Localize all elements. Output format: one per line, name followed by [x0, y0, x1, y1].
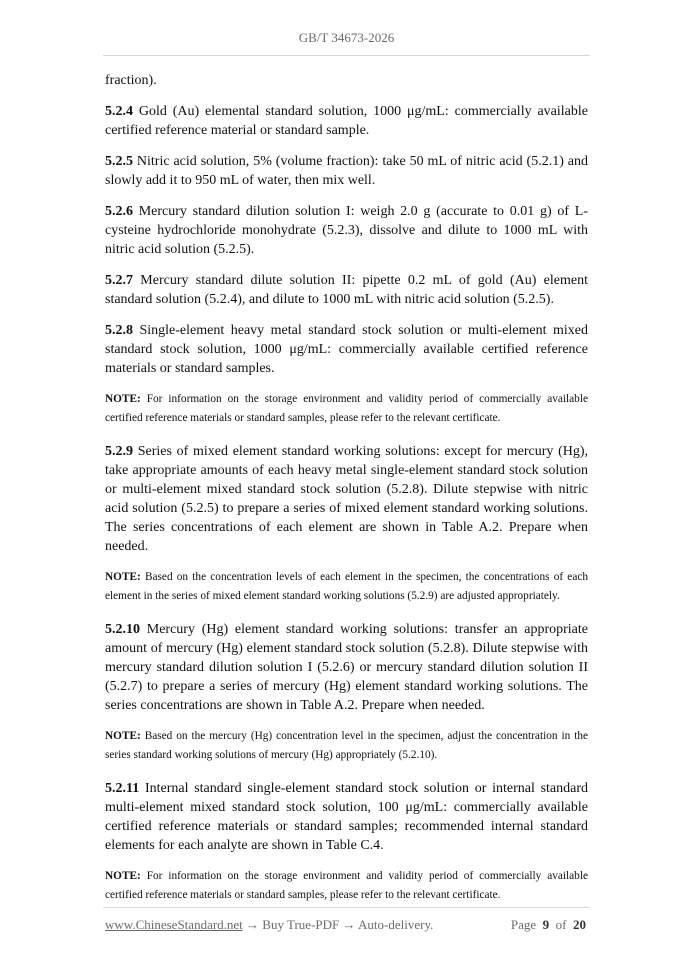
auto-delivery-text: Auto-delivery. [358, 917, 434, 932]
clause-text: Internal standard single-element standard stock solution or internal standard multi-element mixed standard stock solution, 100 μg/mL: commercially available certified reference materials or standard samples; recommended internal standard elements for each analyte are shown in Table C.4. [105, 781, 588, 853]
clause-text: Gold (Au) elemental standard solution, 1000 μg/mL: commercially available certified reference material or standard sample. [105, 104, 588, 138]
clause-number: 5.2.8 [105, 323, 133, 338]
clause-5-2-4 [105, 102, 588, 140]
note-text: For information on the storage environment and validity period of commercially available certified reference materials or standard samples, please refer to the relevant certificate. [105, 393, 588, 424]
clause-5-2-6 [105, 202, 588, 259]
of-label: of [555, 917, 567, 932]
arrow-icon: → [339, 917, 359, 932]
clause-text: Nitric acid solution, 5% (volume fraction): take 50 mL of nitric acid (5.2.1) and slowly add it to 950 mL of water, then mix well. [105, 154, 588, 188]
note-label: NOTE: [105, 393, 141, 405]
note-text: Based on the mercury (Hg) concentration level in the specimen, adjust the concentration in the series standard working solutions of mercury (Hg) appropriately (5.2.10). [105, 730, 588, 761]
arrow-icon: → [242, 917, 263, 932]
header-divider [103, 55, 590, 56]
page-number [511, 917, 586, 933]
note-label: NOTE: [105, 730, 141, 742]
clause-number: 5.2.10 [105, 622, 140, 637]
clause-text: Mercury standard dilute solution II: pipette 0.2 mL of gold (Au) element standard solution (5.2.4), and dilute to 1000 mL with nitric acid solution (5.2.5). [105, 273, 588, 307]
clause-text: Mercury standard dilution solution I: weigh 2.0 g (accurate to 0.01 g) of L-cysteine hydrochloride monohydrate (5.2.3), dissolve and dilute to 1000 mL with nitric acid solution (5.2.5). [105, 204, 588, 257]
clause-5-2-5 [105, 152, 588, 190]
clause-5-2-9 [105, 442, 588, 556]
header-standard-code: GB/T 34673-2026 [298, 30, 395, 45]
clause-text: Single-element heavy metal standard stock solution or multi-element mixed standard stock solution, 1000 μg/mL: commercially available certified reference materials or standard samples. [105, 323, 588, 376]
note-3 [105, 727, 588, 765]
clause-5-2-8 [105, 321, 588, 378]
note-label: NOTE: [105, 571, 141, 583]
clause-text: Mercury (Hg) element standard working solutions: transfer an appropriate amount of mercury (Hg) element standard stock solution (5.2.8). Dilute stepwise with mercury standard dilution solution I (5.2.6) or mercury standard dilution solution II (5.2.7) to prepare a series of mercury (Hg) element standard working solutions. The series concentrations are shown in Table A.2. Prepare when needed. [105, 622, 588, 713]
note-1 [105, 390, 588, 428]
page-current: 9 [542, 917, 550, 932]
note-text: Based on the concentration levels of each element in the specimen, the concentrations of each element in the series of mixed element standard working solutions (5.2.9) are adjusted appropriately. [105, 571, 588, 602]
buy-pdf-text: Buy True-PDF [262, 917, 340, 932]
document-body [105, 71, 588, 919]
footer-divider [103, 907, 590, 908]
clause-5-2-11 [105, 779, 588, 855]
clause-number: 5.2.11 [105, 781, 140, 796]
page-label: Page [510, 917, 537, 932]
clause-number: 5.2.4 [105, 104, 133, 119]
page-total: 20 [573, 917, 586, 932]
clause-5-2-10 [105, 620, 588, 715]
note-2 [105, 568, 588, 606]
footer-links [105, 917, 433, 933]
note-text: For information on the storage environment and validity period of commercially available certified reference materials or standard samples, please refer to the relevant certificate. [105, 870, 588, 901]
continuation-text: fraction). [105, 73, 157, 88]
clause-5-2-7 [105, 271, 588, 309]
clause-number: 5.2.5 [105, 154, 133, 169]
note-4 [105, 867, 588, 905]
note-label: NOTE: [105, 870, 141, 882]
site-link[interactable]: www.ChineseStandard.net [105, 917, 243, 932]
clause-number: 5.2.7 [105, 273, 133, 288]
clause-number: 5.2.9 [105, 444, 133, 459]
clause-text: Series of mixed element standard working solutions: except for mercury (Hg), take appropriate amounts of each heavy metal single-element standard stock solution or multi-element mixed standard stock solution (5.2.8). Dilute stepwise with nitric acid solution (5.2.5) to prepare a series of mixed element standard working solutions. The series concentrations of each element are shown in Table A.2. Prepare when needed. [105, 444, 588, 554]
clause-number: 5.2.6 [105, 204, 133, 219]
